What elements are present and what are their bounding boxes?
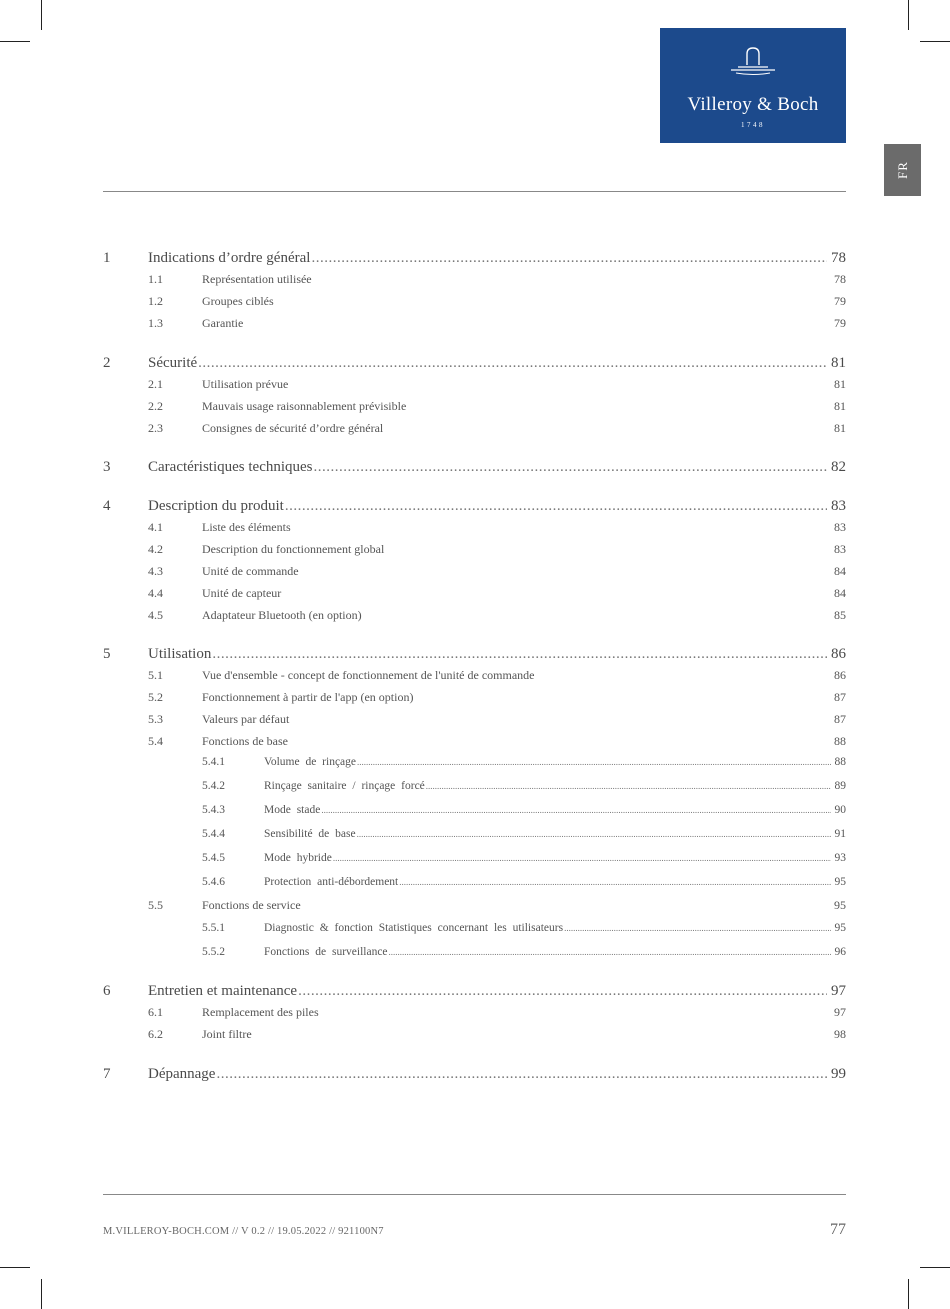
footer-rule (103, 1194, 846, 1195)
crop-mark (920, 1267, 950, 1268)
toc-entry-title: Fonctions de surveillance (264, 946, 388, 958)
toc-entry[interactable] (103, 922, 846, 934)
toc-entry-page: 84 (834, 564, 846, 578)
toc-entry-page: 97 (834, 1005, 846, 1019)
toc-entry-number: 5 (103, 646, 111, 662)
toc-dot-leader (399, 877, 830, 887)
toc-entry[interactable] (103, 828, 846, 840)
toc-entry[interactable] (103, 668, 846, 683)
toc-entry-title: Volume de rinçage (264, 756, 357, 768)
toc-entry-page: 83 (834, 520, 846, 534)
toc-entry-number: 2.1 (148, 377, 163, 391)
brand-name: Villeroy & Boch (687, 94, 819, 115)
toc-entry-number: 5.2 (148, 690, 163, 704)
toc-entry-number: 5.5.2 (202, 946, 225, 958)
toc-entry-number: 4.2 (148, 542, 163, 556)
toc-entry[interactable] (103, 712, 846, 727)
crop-mark (41, 1279, 42, 1309)
toc-entry-page: 86 (831, 646, 846, 662)
toc-entry-page: 95 (834, 922, 846, 934)
toc-entry[interactable] (103, 294, 846, 309)
toc-dot-leader (285, 498, 827, 515)
toc-dot-leader (198, 355, 827, 372)
toc-entry[interactable] (103, 272, 846, 287)
footer-text: M.VILLEROY-BOCH.COM // V 0.2 // 19.05.2022 // 921100N7 (103, 1226, 384, 1237)
toc-entry-number: 4.3 (148, 564, 163, 578)
toc-entry-page: 82 (831, 459, 846, 475)
toc-entry-title: Mode hybride (264, 852, 332, 864)
toc-entry[interactable] (103, 1066, 846, 1083)
toc-entry-title: Protection anti-débordement (264, 876, 399, 888)
toc-entry-page: 79 (834, 316, 846, 330)
toc-entry[interactable] (103, 804, 846, 816)
toc-entry[interactable] (103, 564, 846, 579)
toc-entry-page: 83 (834, 542, 846, 556)
toc-entry-page: 88 (834, 756, 846, 768)
toc-entry-title: Indications d’ordre général (148, 250, 311, 266)
crop-mark (41, 0, 42, 30)
crop-mark (0, 41, 30, 42)
toc-entry-page: 81 (831, 355, 846, 371)
toc-dot-leader (357, 757, 830, 767)
toc-entry[interactable] (103, 1027, 846, 1042)
toc-entry-number: 4 (103, 498, 111, 514)
toc-entry[interactable] (103, 646, 846, 663)
toc-entry-page: 83 (831, 498, 846, 514)
toc-entry-page: 99 (831, 1066, 846, 1082)
toc-entry-page: 86 (834, 668, 846, 682)
toc-entry-number: 1.2 (148, 294, 163, 308)
crop-mark (908, 0, 909, 30)
toc-dot-leader (426, 781, 831, 791)
toc-entry-page: 91 (834, 828, 846, 840)
toc-entry-page: 85 (834, 608, 846, 622)
toc-entry-page: 95 (834, 898, 846, 912)
toc-entry-title: Remplacement des piles (202, 1005, 319, 1019)
toc-entry[interactable] (103, 608, 846, 623)
toc-entry-number: 2.3 (148, 421, 163, 435)
toc-entry-number: 5.3 (148, 712, 163, 726)
toc-entry-number: 3 (103, 459, 111, 475)
toc-dot-leader (357, 829, 831, 839)
toc-dot-leader (216, 1066, 827, 1083)
toc-entry[interactable] (103, 780, 846, 792)
crop-mark (0, 1267, 30, 1268)
toc-entry-number: 1.1 (148, 272, 163, 286)
toc-entry-title: Groupes ciblés (202, 294, 274, 308)
toc-entry-title: Description du fonctionnement global (202, 542, 385, 556)
toc-entry[interactable] (103, 498, 846, 515)
toc-entry-title: Consignes de sécurité d’ordre général (202, 421, 384, 435)
toc-entry-title: Entretien et maintenance (148, 983, 298, 999)
toc-entry-number: 2.2 (148, 399, 163, 413)
toc-dot-leader (311, 250, 827, 267)
language-tab (884, 144, 921, 196)
crop-mark (908, 1279, 909, 1309)
toc-entry-title: Mode stade (264, 804, 321, 816)
toc-entry[interactable] (103, 250, 846, 267)
language-label: FR (894, 161, 910, 179)
toc-dot-leader (564, 923, 830, 933)
toc-entry-title: Mauvais usage raisonnablement prévisible (202, 399, 407, 413)
page-number: 77 (830, 1221, 846, 1238)
toc-entry[interactable] (103, 355, 846, 372)
toc-entry-number: 5.1 (148, 668, 163, 682)
brand-logo (660, 28, 846, 143)
toc-entry[interactable] (103, 983, 846, 1000)
toc-entry-page: 78 (834, 272, 846, 286)
toc-entry-number: 4.5 (148, 608, 163, 622)
toc-entry-page: 81 (834, 421, 846, 435)
toc-entry[interactable] (103, 520, 846, 535)
toc-entry-page: 78 (831, 250, 846, 266)
toc-entry-title: Valeurs par défaut (202, 712, 290, 726)
toc-entry[interactable] (103, 876, 846, 888)
toc-entry-title: Unité de capteur (202, 586, 282, 600)
toc-entry-number: 5.4.2 (202, 780, 225, 792)
toc-entry-title: Utilisation (148, 646, 212, 662)
toc-entry[interactable] (103, 1005, 846, 1020)
toc-dot-leader (321, 805, 830, 815)
toc-entry-number: 5.4.1 (202, 756, 225, 768)
toc-entry-number: 6.2 (148, 1027, 163, 1041)
toc-dot-leader (212, 646, 827, 663)
toc-dot-leader (298, 983, 827, 1000)
toc-entry-page: 88 (834, 734, 846, 748)
toc-entry-title: Sensibilité de base (264, 828, 356, 840)
toc-entry-title: Joint filtre (202, 1027, 252, 1041)
crop-mark (920, 41, 950, 42)
toc-entry-number: 1 (103, 250, 111, 266)
toc-entry[interactable] (103, 421, 846, 436)
toc-entry-page: 81 (834, 399, 846, 413)
toc-entry[interactable] (103, 898, 846, 913)
toc-entry-page: 95 (834, 876, 846, 888)
toc-entry-title: Description du produit (148, 498, 284, 514)
fountain-icon (728, 46, 778, 76)
toc-entry-title: Fonctionnement à partir de l'app (en option) (202, 690, 414, 704)
toc-dot-leader (389, 947, 831, 957)
toc-entry-title: Représentation utilisée (202, 272, 312, 286)
toc-entry-number: 5.4 (148, 734, 163, 748)
toc-entry[interactable] (103, 377, 846, 392)
toc-entry[interactable] (103, 586, 846, 601)
toc-entry[interactable] (103, 459, 846, 476)
toc-entry-number: 6 (103, 983, 111, 999)
toc-entry-title: Dépannage (148, 1066, 216, 1082)
toc-entry[interactable] (103, 316, 846, 331)
toc-entry-number: 5.4.6 (202, 876, 225, 888)
toc-entry-page: 97 (831, 983, 846, 999)
brand-year: 1748 (741, 121, 765, 129)
toc-entry-title: Adaptateur Bluetooth (en option) (202, 608, 362, 622)
toc-entry-number: 5.4.3 (202, 804, 225, 816)
toc-entry-number: 2 (103, 355, 111, 371)
toc-entry-title: Vue d'ensemble - concept de fonctionnement de l'unité de commande (202, 668, 535, 682)
toc-entry-page: 87 (834, 690, 846, 704)
toc-entry-page: 87 (834, 712, 846, 726)
toc-entry-title: Sécurité (148, 355, 198, 371)
toc-entry-page: 93 (834, 852, 846, 864)
toc-entry-page: 89 (834, 780, 846, 792)
toc-entry[interactable] (103, 399, 846, 414)
toc-entry-title: Utilisation prévue (202, 377, 289, 391)
toc-dot-leader (314, 459, 827, 476)
toc-entry-number: 1.3 (148, 316, 163, 330)
toc-entry-number: 5.5.1 (202, 922, 225, 934)
toc-entry-number: 4.4 (148, 586, 163, 600)
toc-entry-title: Fonctions de service (202, 898, 301, 912)
toc-entry-title: Rinçage sanitaire / rinçage forcé (264, 780, 425, 792)
toc-entry-number: 5.4.4 (202, 828, 225, 840)
toc-entry-page: 96 (834, 946, 846, 958)
toc-entry-page: 81 (834, 377, 846, 391)
toc-entry-page: 84 (834, 586, 846, 600)
toc-entry-title: Diagnostic & fonction Statistiques concernant les utilisateurs (264, 922, 564, 934)
toc-entry-number: 6.1 (148, 1005, 163, 1019)
toc-entry[interactable] (103, 756, 846, 768)
toc-entry-title: Unité de commande (202, 564, 299, 578)
toc-entry-number: 5.5 (148, 898, 163, 912)
header-rule (103, 191, 846, 192)
toc-entry-number: 7 (103, 1066, 111, 1082)
toc-entry[interactable] (103, 946, 846, 958)
toc-entry-title: Caractéristiques techniques (148, 459, 313, 475)
toc-entry[interactable] (103, 734, 846, 749)
toc-entry[interactable] (103, 690, 846, 705)
toc-entry-title: Fonctions de base (202, 734, 288, 748)
toc-dot-leader (333, 853, 831, 863)
toc-entry-number: 5.4.5 (202, 852, 225, 864)
toc-entry-page: 79 (834, 294, 846, 308)
toc-entry[interactable] (103, 542, 846, 557)
toc-entry-page: 90 (834, 804, 846, 816)
toc-entry-page: 98 (834, 1027, 846, 1041)
toc-entry-title: Liste des éléments (202, 520, 291, 534)
toc-entry-number: 4.1 (148, 520, 163, 534)
toc-entry-title: Garantie (202, 316, 244, 330)
toc-entry[interactable] (103, 852, 846, 864)
